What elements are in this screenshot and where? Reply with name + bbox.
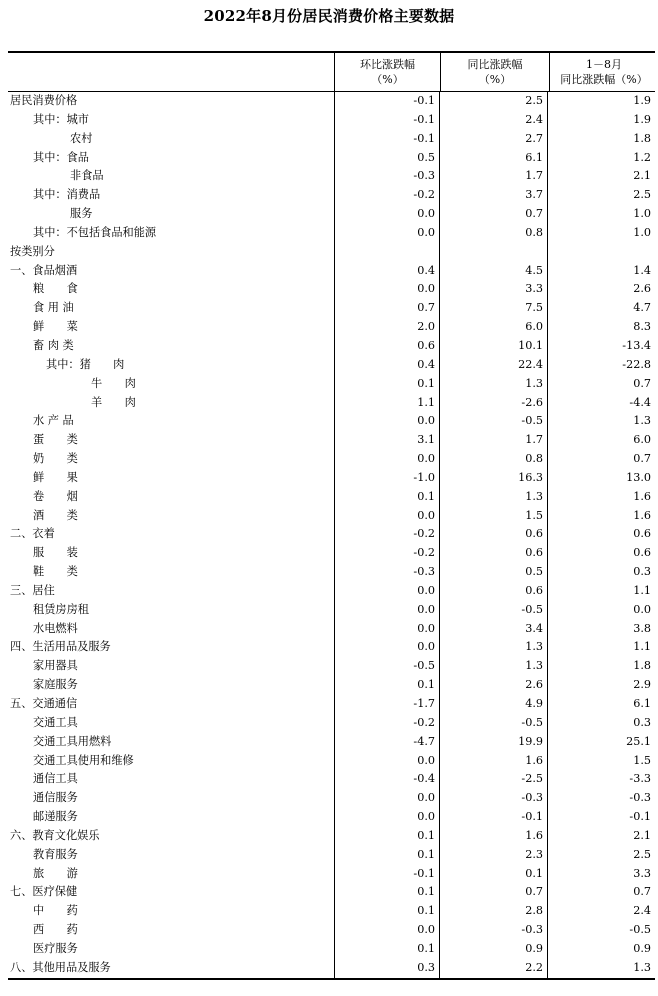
mom-value: -0.5: [334, 657, 439, 676]
table-row: [8, 883, 655, 902]
mom-value: 0.0: [334, 205, 439, 224]
mom-value: 0.5: [334, 149, 439, 168]
table-row: [8, 921, 655, 940]
yoy-value: 2.7: [439, 130, 547, 149]
table-row: [8, 657, 655, 676]
ytd-value: 8.3: [547, 318, 655, 337]
ytd-value: -22.8: [547, 356, 655, 375]
yoy-value: 0.1: [439, 865, 547, 884]
table-row: [8, 318, 655, 337]
row-label: 鞋 类: [33, 565, 78, 579]
yoy-value: 1.3: [439, 657, 547, 676]
table-row: [8, 507, 655, 526]
ytd-value: 0.6: [547, 544, 655, 563]
mom-value: 0.1: [334, 940, 439, 959]
mom-value: 0.0: [334, 412, 439, 431]
row-label: 服务: [70, 207, 93, 221]
ytd-value: 0.3: [547, 563, 655, 582]
mom-value: 0.1: [334, 488, 439, 507]
mom-value: 0.0: [334, 450, 439, 469]
yoy-value: 1.7: [439, 167, 547, 186]
ytd-value: 1.1: [547, 638, 655, 657]
yoy-value: 3.4: [439, 620, 547, 639]
ytd-value: -0.1: [547, 808, 655, 827]
yoy-value: 2.8: [439, 902, 547, 921]
ytd-value: [547, 243, 655, 262]
table-row: [8, 299, 655, 318]
table-row: [8, 638, 655, 657]
yoy-value: 0.9: [439, 940, 547, 959]
mom-value: -0.1: [334, 111, 439, 130]
ytd-value: 2.1: [547, 827, 655, 846]
table-row: [8, 544, 655, 563]
mom-value: 0.0: [334, 638, 439, 657]
ytd-value: 1.6: [547, 507, 655, 526]
table-row: [8, 525, 655, 544]
mom-value: 0.0: [334, 921, 439, 940]
row-label: 粮 食: [33, 282, 78, 296]
ytd-value: 0.9: [547, 940, 655, 959]
row-label: 七、医疗保健: [10, 885, 78, 899]
yoy-value: [439, 243, 547, 262]
mom-value: 0.1: [334, 846, 439, 865]
row-label: 通信服务: [33, 791, 78, 805]
yoy-value: 0.7: [439, 883, 547, 902]
yoy-value: 10.1: [439, 337, 547, 356]
table-row: [8, 563, 655, 582]
row-label: 鲜 菜: [33, 320, 78, 334]
yoy-value: 0.6: [439, 582, 547, 601]
table-row: [8, 450, 655, 469]
row-label: 通信工具: [33, 772, 78, 786]
row-label: 农村: [70, 131, 93, 145]
mom-value: 0.1: [334, 883, 439, 902]
ytd-value: 0.0: [547, 601, 655, 620]
yoy-value: -0.5: [439, 714, 547, 733]
ytd-value: 0.7: [547, 883, 655, 902]
yoy-value: 7.5: [439, 299, 547, 318]
ytd-value: 3.8: [547, 620, 655, 639]
table-row: [8, 243, 655, 262]
table-row: [8, 205, 655, 224]
table-row: [8, 224, 655, 243]
mom-value: -0.1: [334, 130, 439, 149]
table-row: [8, 676, 655, 695]
row-label: 交通工具使用和维修: [33, 753, 134, 767]
row-label: 邮递服务: [33, 810, 78, 824]
mom-value: 0.0: [334, 224, 439, 243]
mom-value: 0.0: [334, 582, 439, 601]
ytd-value: 1.3: [547, 412, 655, 431]
yoy-value: 4.5: [439, 262, 547, 281]
row-label: 家庭服务: [33, 678, 78, 692]
row-label: 其中：食品: [33, 150, 89, 164]
row-label: 医疗服务: [33, 941, 78, 955]
table-row: [8, 582, 655, 601]
table-row: [8, 846, 655, 865]
table-row: [8, 337, 655, 356]
row-label: 水电燃料: [33, 621, 78, 635]
row-label: 卷 烟: [33, 489, 78, 503]
ytd-value: 2.4: [547, 902, 655, 921]
ytd-value: 1.9: [547, 92, 655, 111]
mom-value: 3.1: [334, 431, 439, 450]
ytd-value: 1.4: [547, 262, 655, 281]
yoy-value: 0.5: [439, 563, 547, 582]
table-row: [8, 92, 655, 111]
ytd-value: 1.0: [547, 224, 655, 243]
mom-value: -4.7: [334, 733, 439, 752]
table-row: [8, 488, 655, 507]
table-header: [8, 53, 655, 92]
mom-value: -0.4: [334, 770, 439, 789]
yoy-value: -0.1: [439, 808, 547, 827]
table-row: [8, 130, 655, 149]
row-label: 其中：城市: [33, 112, 89, 126]
mom-value: 0.1: [334, 676, 439, 695]
yoy-value: 1.3: [439, 638, 547, 657]
yoy-value: 0.6: [439, 525, 547, 544]
row-label: 鲜 果: [33, 470, 78, 484]
table-row: [8, 902, 655, 921]
mom-value: 0.0: [334, 789, 439, 808]
table-row: [8, 733, 655, 752]
ytd-value: 0.6: [547, 525, 655, 544]
yoy-value: 0.8: [439, 224, 547, 243]
ytd-value: -3.3: [547, 770, 655, 789]
mom-value: 0.1: [334, 902, 439, 921]
table-row: [8, 770, 655, 789]
row-label: 四、生活用品及服务: [10, 640, 111, 654]
yoy-value: 0.7: [439, 205, 547, 224]
table-row: [8, 111, 655, 130]
row-label: 畜 肉 类: [33, 338, 74, 352]
mom-value: 0.0: [334, 752, 439, 771]
page-title: 2022年8月份居民消费价格主要数据: [203, 7, 455, 25]
row-label: 二、衣着: [10, 527, 55, 541]
yoy-value: 1.6: [439, 827, 547, 846]
ytd-value: 1.8: [547, 657, 655, 676]
ytd-value: 0.3: [547, 714, 655, 733]
header-mom: [334, 53, 440, 91]
mom-value: 0.0: [334, 808, 439, 827]
mom-value: -1.7: [334, 695, 439, 714]
header-ytd: [549, 53, 658, 91]
yoy-value: 0.6: [439, 544, 547, 563]
ytd-value: 1.3: [547, 959, 655, 978]
ytd-value: 25.1: [547, 733, 655, 752]
mom-value: 1.1: [334, 394, 439, 413]
mom-value: -0.1: [334, 92, 439, 111]
mom-value: 0.7: [334, 299, 439, 318]
mom-value: -0.3: [334, 563, 439, 582]
ytd-value: 1.5: [547, 752, 655, 771]
ytd-value: -4.4: [547, 394, 655, 413]
yoy-value: -0.3: [439, 789, 547, 808]
row-label: 三、居住: [10, 583, 55, 597]
row-label: 旅 游: [33, 866, 78, 880]
row-label: 家用器具: [33, 659, 78, 673]
ytd-value: 2.5: [547, 846, 655, 865]
table-row: [8, 752, 655, 771]
ytd-value: 4.7: [547, 299, 655, 318]
mom-value: 0.3: [334, 959, 439, 978]
mom-value: 0.0: [334, 280, 439, 299]
table-row: [8, 695, 655, 714]
table-body: [8, 92, 655, 978]
mom-value: 0.1: [334, 827, 439, 846]
row-label: 蛋 类: [33, 433, 78, 447]
ytd-value: 1.6: [547, 488, 655, 507]
row-label: 其中：消费品: [33, 188, 101, 202]
yoy-value: -2.6: [439, 394, 547, 413]
mom-value: 0.0: [334, 601, 439, 620]
yoy-value: 6.0: [439, 318, 547, 337]
row-label: 交通工具: [33, 715, 78, 729]
yoy-value: 2.4: [439, 111, 547, 130]
row-label: 教育服务: [33, 847, 78, 861]
yoy-value: 3.7: [439, 186, 547, 205]
table-row: [8, 356, 655, 375]
row-label: 八、其他用品及服务: [10, 960, 111, 974]
row-label: 水 产 品: [33, 414, 74, 428]
mom-value: 0.1: [334, 375, 439, 394]
ytd-value: 6.1: [547, 695, 655, 714]
table-row: [8, 412, 655, 431]
table-row: [8, 865, 655, 884]
ytd-value: 3.3: [547, 865, 655, 884]
header-yoy-line2: （%）: [478, 73, 512, 86]
table-row: [8, 959, 655, 978]
header-ytd-line1: 1－8月: [586, 58, 622, 71]
table-row: [8, 469, 655, 488]
ytd-value: 1.1: [547, 582, 655, 601]
row-label: 居民消费价格: [10, 94, 78, 107]
row-label: 按类别分: [10, 244, 55, 258]
ytd-value: 0.7: [547, 450, 655, 469]
row-label: 西 药: [33, 923, 78, 937]
header-mom-line2: （%）: [371, 73, 404, 86]
mom-value: -0.2: [334, 544, 439, 563]
ytd-value: 1.9: [547, 111, 655, 130]
table-row: [8, 789, 655, 808]
mom-value: 0.6: [334, 337, 439, 356]
mom-value: [334, 243, 439, 262]
row-label: 牛 肉: [91, 376, 136, 390]
mom-value: -1.0: [334, 469, 439, 488]
mom-value: -0.2: [334, 525, 439, 544]
row-label: 租赁房房租: [33, 602, 89, 616]
row-label: 其中：不包括食品和能源: [33, 225, 157, 239]
table-row: [8, 601, 655, 620]
row-label: 六、教育文化娱乐: [10, 828, 100, 842]
yoy-value: 1.7: [439, 431, 547, 450]
row-label: 酒 类: [33, 508, 78, 522]
yoy-value: 16.3: [439, 469, 547, 488]
yoy-value: 2.6: [439, 676, 547, 695]
yoy-value: -2.5: [439, 770, 547, 789]
ytd-value: 13.0: [547, 469, 655, 488]
mom-value: -0.3: [334, 167, 439, 186]
ytd-value: 1.2: [547, 149, 655, 168]
header-mom-line1: 环比涨跌幅: [360, 58, 415, 71]
header-yoy-line1: 同比涨跌幅: [467, 58, 523, 71]
table-row: [8, 375, 655, 394]
table-row: [8, 827, 655, 846]
row-label: 羊 肉: [91, 395, 136, 409]
row-label: 非食品: [70, 169, 104, 183]
yoy-value: 1.5: [439, 507, 547, 526]
row-label: 五、交通通信: [10, 697, 78, 710]
yoy-value: -0.5: [439, 412, 547, 431]
table-row: [8, 186, 655, 205]
ytd-value: 2.5: [547, 186, 655, 205]
yoy-value: 3.3: [439, 280, 547, 299]
table-row: [8, 808, 655, 827]
ytd-value: 6.0: [547, 431, 655, 450]
mom-value: 0.4: [334, 356, 439, 375]
yoy-value: -0.3: [439, 921, 547, 940]
header-ytd-line2: 同比涨跌幅（%）: [560, 73, 648, 86]
mom-value: 0.0: [334, 620, 439, 639]
row-label: 服 装: [33, 546, 78, 560]
ytd-value: -0.3: [547, 789, 655, 808]
ytd-value: -13.4: [547, 337, 655, 356]
table-row: [8, 940, 655, 959]
table-row: [8, 280, 655, 299]
table-row: [8, 262, 655, 281]
ytd-value: -0.5: [547, 921, 655, 940]
ytd-value: 1.8: [547, 130, 655, 149]
yoy-value: 6.1: [439, 149, 547, 168]
row-label: 一、食品烟酒: [10, 263, 78, 277]
header-item-column: [8, 53, 334, 91]
mom-value: -0.1: [334, 865, 439, 884]
ytd-value: 1.0: [547, 205, 655, 224]
ytd-value: 2.6: [547, 280, 655, 299]
row-label: 食 用 油: [33, 301, 74, 315]
row-label: 其中：猪 肉: [46, 357, 125, 371]
yoy-value: 1.3: [439, 488, 547, 507]
table-row: [8, 149, 655, 168]
yoy-value: 22.4: [439, 356, 547, 375]
yoy-value: 1.3: [439, 375, 547, 394]
yoy-value: 4.9: [439, 695, 547, 714]
mom-value: 0.0: [334, 507, 439, 526]
yoy-value: 2.2: [439, 959, 547, 978]
yoy-value: 19.9: [439, 733, 547, 752]
mom-value: 2.0: [334, 318, 439, 337]
yoy-value: 1.6: [439, 752, 547, 771]
mom-value: -0.2: [334, 714, 439, 733]
yoy-value: 2.5: [439, 92, 547, 111]
yoy-value: 2.3: [439, 846, 547, 865]
table-row: [8, 620, 655, 639]
ytd-value: 2.1: [547, 167, 655, 186]
row-label: 交通工具用燃料: [33, 734, 112, 748]
cpi-table: [8, 51, 655, 980]
table-row: [8, 431, 655, 450]
mom-value: 0.4: [334, 262, 439, 281]
table-row: [8, 394, 655, 413]
table-row: [8, 714, 655, 733]
mom-value: -0.2: [334, 186, 439, 205]
yoy-value: 0.8: [439, 450, 547, 469]
ytd-value: 0.7: [547, 375, 655, 394]
ytd-value: 2.9: [547, 676, 655, 695]
row-label: 奶 类: [33, 452, 78, 466]
header-yoy: [440, 53, 549, 91]
table-row: [8, 167, 655, 186]
yoy-value: -0.5: [439, 601, 547, 620]
row-label: 中 药: [33, 904, 78, 918]
